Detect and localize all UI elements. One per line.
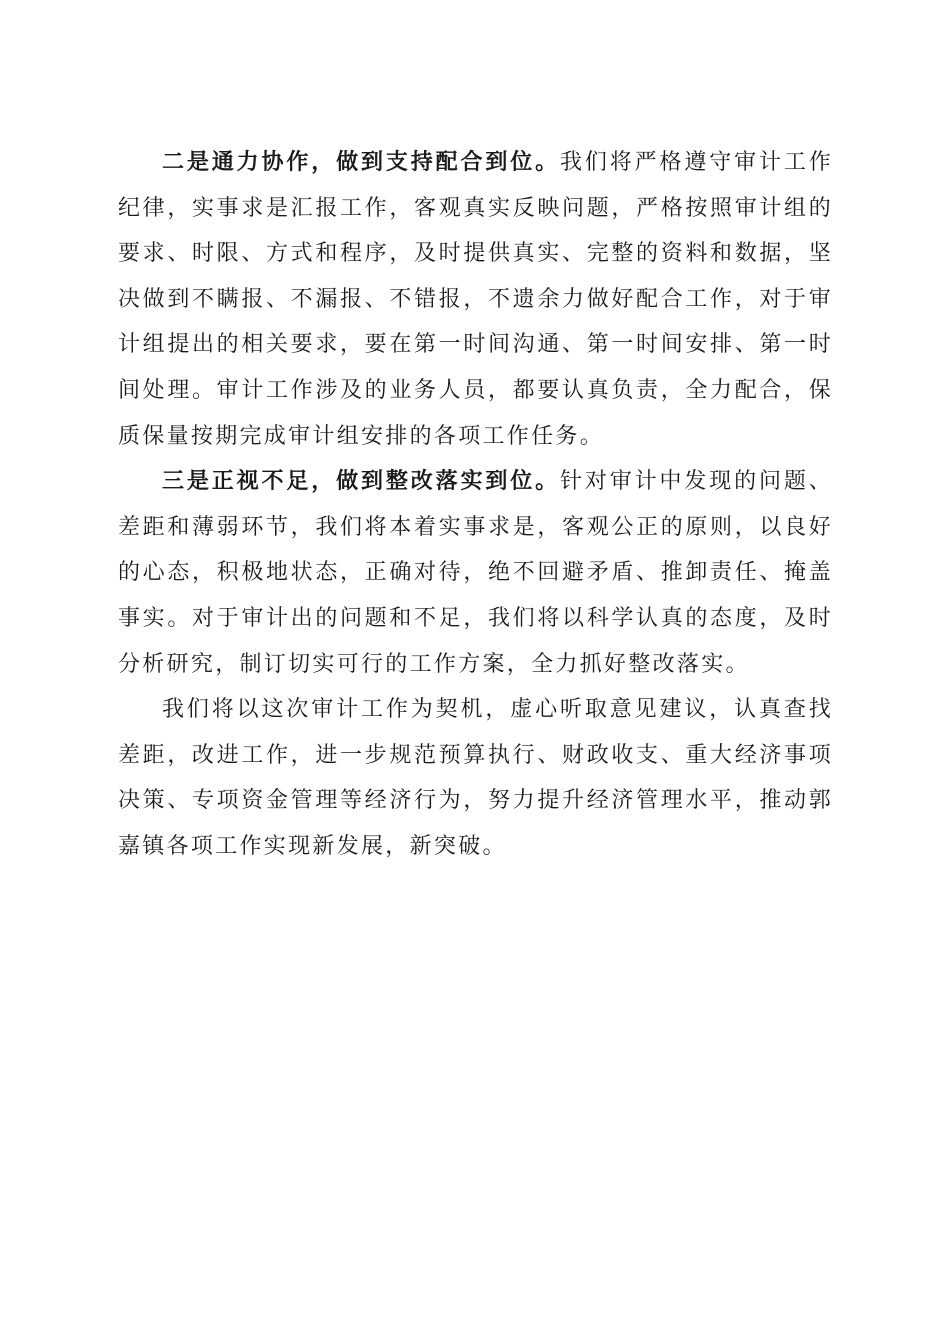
paragraph-conclusion xyxy=(118,687,833,869)
paragraph-text: 我们将严格遵守审计工作纪律，实事求是汇报工作，客观真实反映问题，严格按照审计组的要求、时限、方式和程序，及时提供真实、完整的资料和数据，坚决做到不瞒报、不漏报、不错报，不遗余力做好配合工作，对于审计组提出的相关要求，要在第一时间沟通、第一时间安排、第一时间处理。审计工作涉及的业务人员，都要认真负责，全力配合，保质保量按期完成审计组安排的各项工作任务。 xyxy=(118,150,833,449)
document-body xyxy=(118,140,833,870)
paragraph-text: 针对审计中发现的问题、差距和薄弱环节，我们将本着实事求是，客观公正的原则，以良好的心态，积极地状态，正确对待，绝不回避矛盾、推卸责任、掩盖事实。对于审计出的问题和不足，我们将以科学认真的态度，及时分析研究，制订切实可行的工作方案，全力抓好整改落实。 xyxy=(118,469,833,677)
paragraph-heading: 二是通力协作，做到支持配合到位。 xyxy=(162,149,560,175)
paragraph-heading: 三是正视不足，做到整改落实到位。 xyxy=(162,468,560,495)
paragraph-rectification xyxy=(118,459,833,687)
paragraph-text: 我们将以这次审计工作为契机，虚心听取意见建议，认真查找差距，改进工作，进一步规范预算执行、财政收支、重大经济事项决策、专项资金管理等经济行为，努力提升经济管理水平，推动郭嘉镇各项工作实现新发展，新突破。 xyxy=(118,697,833,859)
paragraph-cooperation xyxy=(118,140,833,459)
